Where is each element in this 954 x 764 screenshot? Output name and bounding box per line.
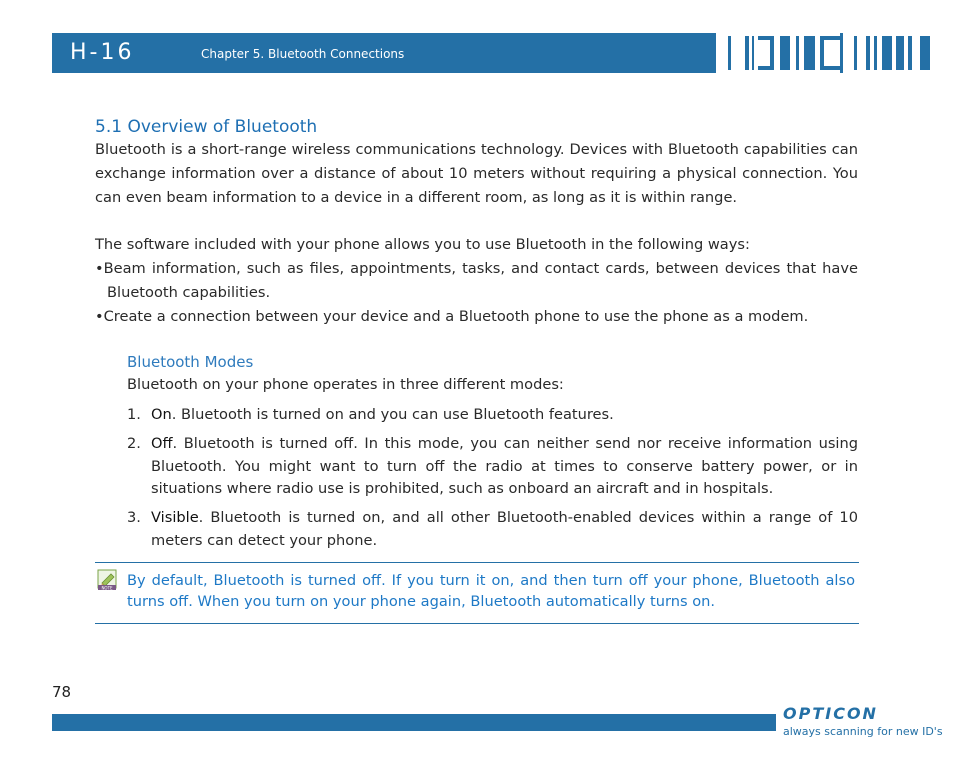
bullet-text: •Create a connection between your device and a Bluetooth phone to use the phone as a modem. <box>95 308 809 325</box>
modes-intro: Bluetooth on your phone operates in three different modes: <box>127 376 564 393</box>
note-icon-label: NOTE <box>101 585 113 591</box>
brand-logo: OPTICON <box>783 704 878 723</box>
mode-description: . Bluetooth is turned off. In this mode, you can neither send nor receive information using Bluetooth. You might want to turn off the radio at times to conserve battery power, or in situations where radio use is prohibited, such as onboard an aircraft and in hospitals. <box>151 435 858 497</box>
mode-term: Off <box>151 435 173 452</box>
mode-item-on <box>127 404 858 427</box>
page-number: 78 <box>52 683 72 701</box>
mode-term: Visible <box>151 509 199 526</box>
header-bar <box>52 33 716 73</box>
mode-number: 2. <box>127 435 141 452</box>
mode-description: . Bluetooth is turned on and you can use Bluetooth features. <box>171 406 614 423</box>
brand-tagline: always scanning for new ID's <box>783 725 943 738</box>
note-text: By default, Bluetooth is turned off. If you turn it on, and then turn off your phone, Bluetooth also turns off. When you turn on your phone again, Bluetooth automatically turns on. <box>127 572 855 610</box>
modes-heading: Bluetooth Modes <box>127 353 254 371</box>
mode-item-visible <box>127 507 858 552</box>
section-title: 5.1 Overview of Bluetooth <box>95 117 318 137</box>
usage-intro-paragraph: The software included with your phone allows you to use Bluetooth in the following ways: <box>95 236 750 253</box>
chapter-title: Chapter 5. Bluetooth Connections <box>201 47 405 61</box>
mode-item-off <box>127 433 858 501</box>
mode-number: 3. <box>127 509 141 526</box>
model-name: H-16 <box>70 40 135 65</box>
bullet-item-modem <box>95 305 858 329</box>
bullet-item-beam <box>95 257 858 305</box>
note-bottom-divider <box>95 623 859 624</box>
footer-bar <box>52 714 776 731</box>
note-icon <box>97 569 119 591</box>
note-top-divider <box>95 562 859 563</box>
mode-description: . Bluetooth is turned on, and all other Bluetooth-enabled devices within a range of 10 meters can detect your phone. <box>151 509 858 549</box>
barcode-icon <box>724 33 936 73</box>
overview-paragraph: Bluetooth is a short-range wireless communications technology. Devices with Bluetooth capabilities can exchange information over a distance of about 10 meters without requiring a physical connection. You can even beam information to a device in a different room, as long as it is within range. <box>95 141 858 206</box>
mode-term: On <box>151 406 172 423</box>
mode-number: 1. <box>127 406 141 423</box>
bullet-text: •Beam information, such as files, appointments, tasks, and contact cards, between devices that have Bluetooth capabilities. <box>95 260 858 301</box>
